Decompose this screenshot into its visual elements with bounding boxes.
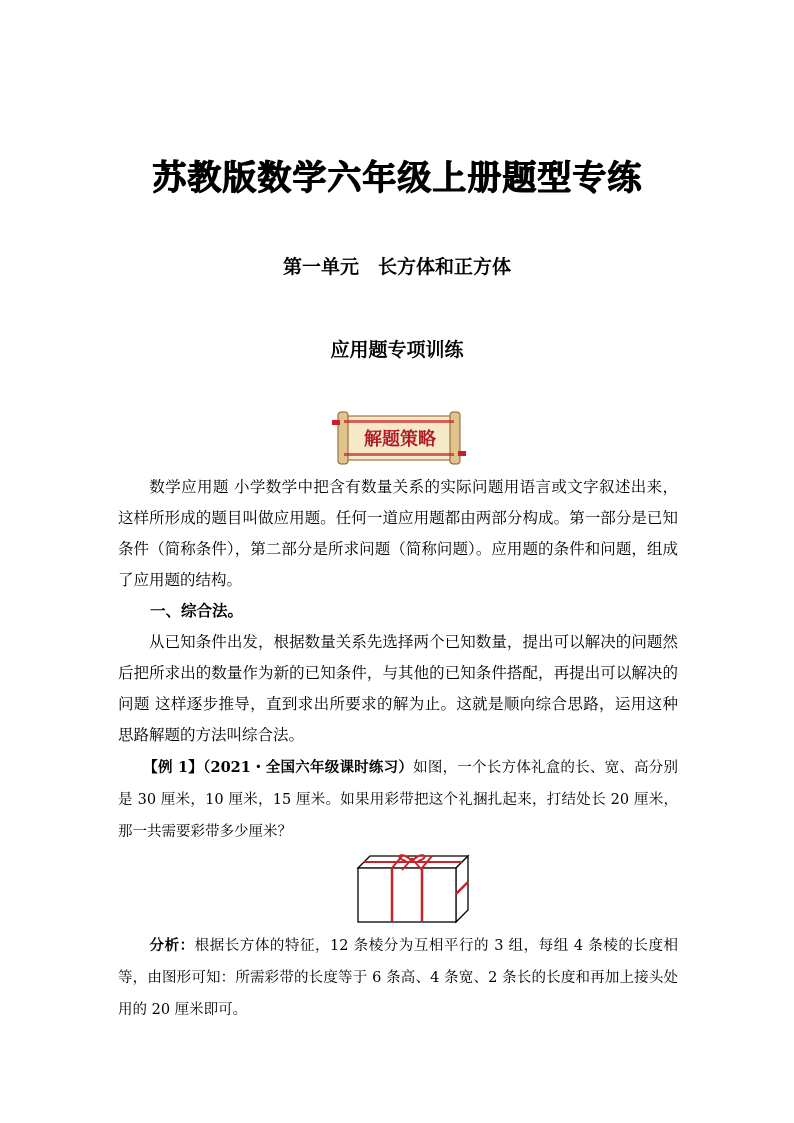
section-title: 应用题专项训练 <box>330 339 464 361</box>
method-text: 从已知条件出发，根据数量关系先选择两个已知数量，提出可以解决的问题然后把所求出的数量作为新的已知条件，与其他的已知条件搭配，再提出可以解决的问题 这样逐步推导，直到求出所要求的解为止。这就是顺向综合思路，运用这种思路解题的方法叫综合法。 <box>118 633 678 744</box>
unit-title: 第一单元 长方体和正方体 <box>282 256 511 278</box>
page-title: 苏教版数学六年级上册题型专练 <box>152 158 642 198</box>
analysis-paragraph <box>118 930 678 1026</box>
example-text: 如图，一个长方体礼盒的长、宽、高分别是 30 厘米，10 厘米，15 厘米。如果用彩带把这个礼捆扎起来，打结处长 20 厘米，那一共需要彩带多少厘米？ <box>118 760 679 840</box>
analysis-text: 根据长方体的特征，12 条棱分为互相平行的 3 组，每组 4 条棱的长度相等，由图形可知：所需彩带的长度等于 6 条高、4 条宽、2 条长的长度和再加上接头处用的 20 厘米即可。 <box>118 938 678 1018</box>
method-paragraph <box>118 627 678 751</box>
example-label: 【例 1】 <box>143 759 204 776</box>
analysis-label: 分析： <box>149 937 195 954</box>
example-source: （2021・全国六年级课时练习） <box>203 759 414 776</box>
banner-label: 解题策略 <box>364 429 436 450</box>
method-heading: 一、综合法。 <box>150 602 244 620</box>
intro-text: 数学应用题 小学数学中把含有数量关系的实际问题用语言或文字叙述出来，这样所形成的题目叫做应用题。任何一道应用题都由两部分构成。第一部分是已知条件（简称条件），第二部分是所求问题（简称问题）。应用题的条件和问题，组成了应用题的结构。 <box>118 478 678 589</box>
intro-paragraph <box>118 472 678 596</box>
gift-box-figure <box>356 848 470 926</box>
example-paragraph <box>118 752 678 848</box>
